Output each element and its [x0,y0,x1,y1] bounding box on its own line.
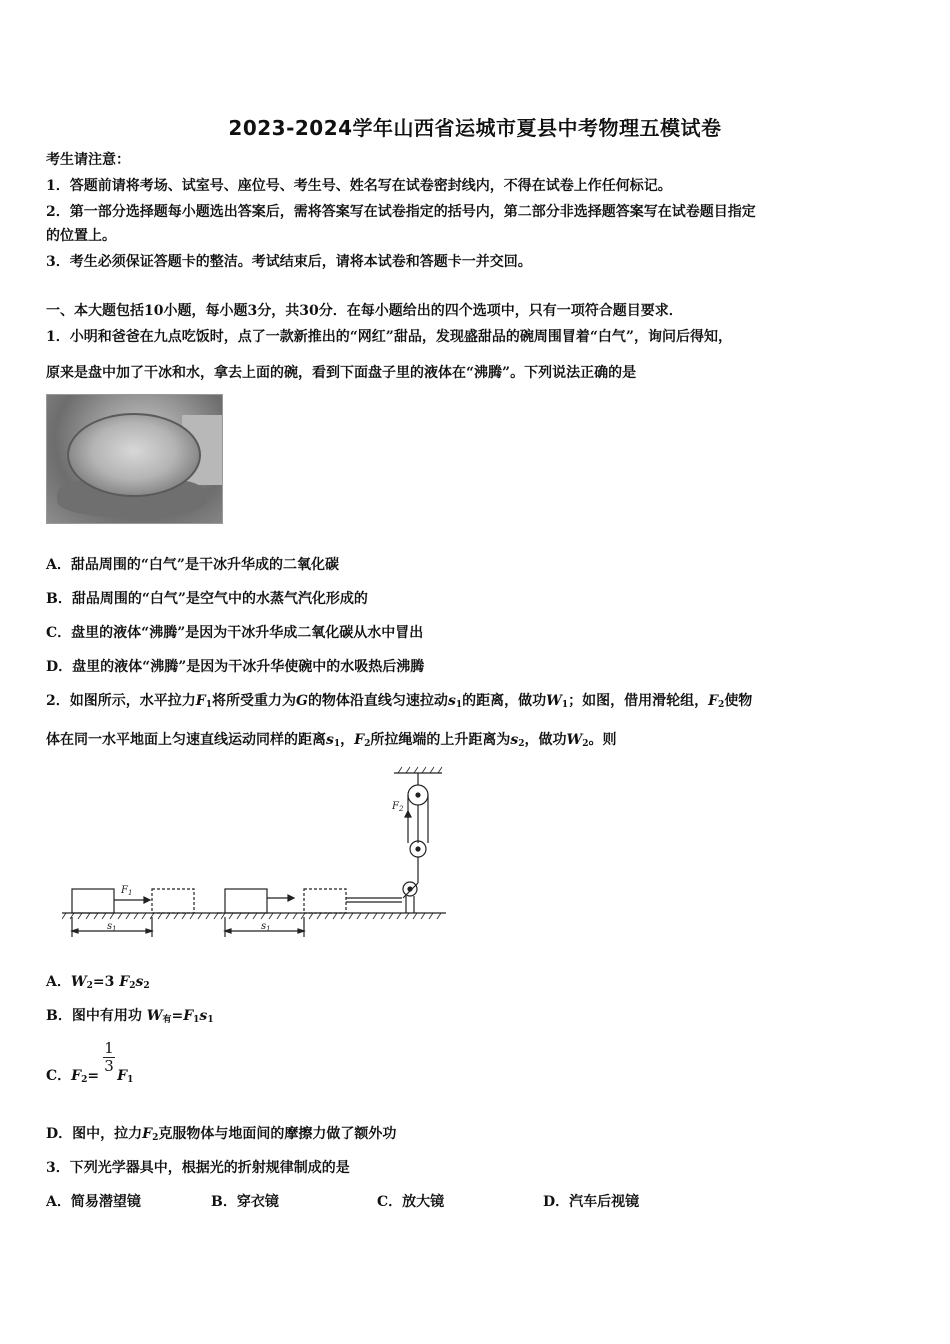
fraction-one-third: 1 3 [104,1039,114,1075]
block-right-moved [304,889,346,913]
q2-option-d[interactable]: D．图中，拉力$F_2$克服物体与地面间的摩擦力做了额外功 [46,1126,397,1143]
block-right [225,889,267,913]
notice-item-3: 3．考生必须保证答题卡的整洁。考试结束后，请将本试卷和答题卡一并交回。 [46,254,532,270]
q1-option-c[interactable]: C．盘里的液体“沸腾”是因为干冰升华成二氧化碳从水中冒出 [46,625,424,641]
q3-option-b[interactable]: B．穿衣镜 [211,1194,279,1210]
notice-item-1: 1．答题前请将考场、试室号、座位号、考生号、姓名写在试卷密封线内，不得在试卷上作任何标记。 [46,178,672,194]
notice-item-2-cont: 的位置上。 [46,228,116,244]
page-title: 2023-2024学年山西省运城市夏县中考物理五模试卷 [228,116,722,140]
q1-option-b[interactable]: B．甜品周围的“白气”是空气中的水蒸气汽化形成的 [46,591,368,607]
q3-option-c[interactable]: C．放大镜 [377,1194,445,1210]
q3-option-d[interactable]: D．汽车后视镜 [543,1194,640,1210]
label-s1-right: $s_1$ [261,921,271,933]
label-s1-left: $s_1$ [107,921,117,933]
label-f2: $F_2$ [392,801,404,813]
q1-option-d[interactable]: D．盘里的液体“沸腾”是因为干冰升华使碗中的水吸热后沸腾 [46,659,425,675]
q3-option-a[interactable]: A．简易潜望镜 [46,1194,141,1210]
notice-item-2: 2．第一部分选择题每小题选出答案后，需将答案写在试卷指定的括号内，第二部分非选择题答案写在试卷题目指定 [46,204,756,220]
pulley-diagram [62,765,452,945]
block-left [72,889,114,913]
q1-option-a[interactable]: A．甜品周围的“白气”是干冰升华成的二氧化碳 [46,557,339,573]
q2-stem-line2: 体在同一水平地面上匀速直线运动同样的距离$s_1$，$F_2$所拉绳端的上升距离为$s_2$，做功$W_2$。则 [46,732,617,749]
q2-stem-line1: 2．如图所示，水平拉力$F_1$将所受重力为G的物体沿直线匀速拉动$s_1$的距离，做功$W_1$；如图，借用滑轮组，$F_2$使物 [46,693,753,710]
block-left-moved [152,889,194,913]
q1-stem-line1: 1．小明和爸爸在九点吃饭时，点了一款新推出的“网红”甜品，发现盛甜品的碗周围冒着“白气”，询问后得知， [46,329,732,345]
q2-option-a[interactable]: A．$W_2=3$ $F_2s_2$ [46,974,150,991]
q2-option-c[interactable]: C．$F_2= F_1$ [46,1068,134,1085]
dessert-photo [46,394,223,524]
q1-stem-line2: 原来是盘中加了干冰和水，拿去上面的碗，看到下面盘子里的液体在“沸腾”。下列说法正确的是 [46,365,637,381]
notice-heading: 考生请注意： [46,152,130,168]
q2-option-b[interactable]: B．图中有用功 $W_有=F_1s_1$ [46,1008,214,1025]
section-heading: 一、本大题包括10小题，每小题3分，共30分．在每小题给出的四个选项中，只有一项符合题目要求． [46,303,683,319]
q3-stem: 3．下列光学器具中，根据光的折射规律制成的是 [46,1160,350,1176]
label-f1: $F_1$ [121,885,133,897]
